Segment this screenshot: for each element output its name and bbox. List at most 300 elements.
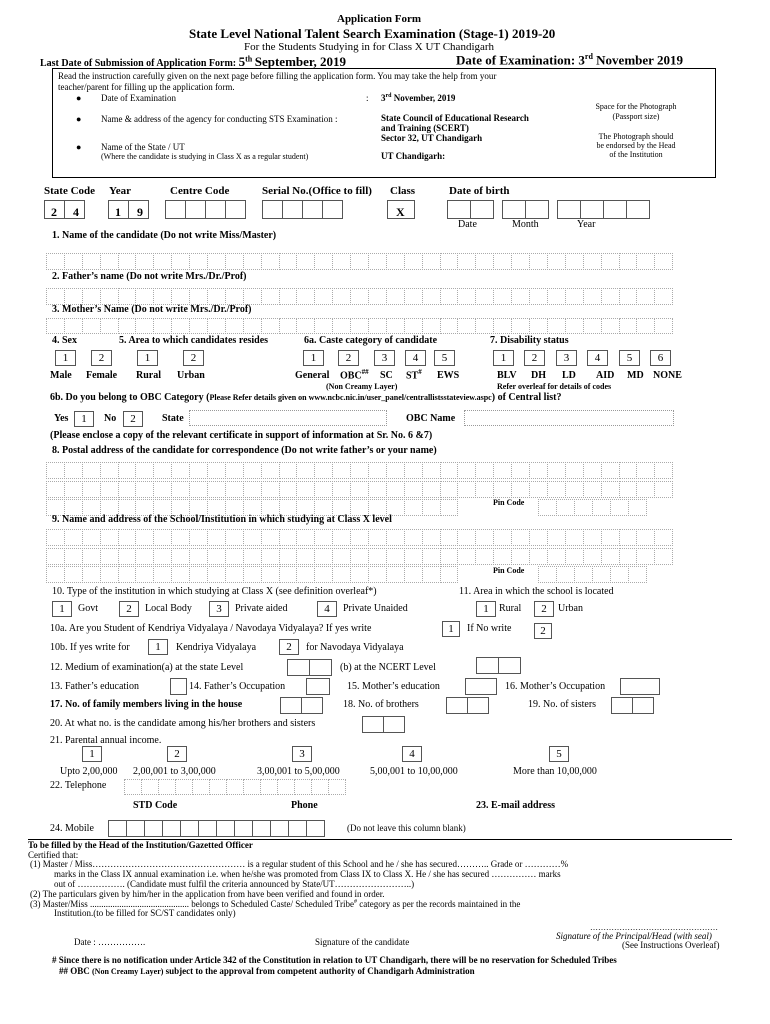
char-box[interactable]: [135, 462, 154, 479]
char-box[interactable]: [64, 318, 83, 334]
char-box[interactable]: [82, 548, 101, 565]
char-box[interactable]: [475, 529, 494, 546]
centre-code-boxes[interactable]: [165, 200, 246, 219]
sisters-boxes[interactable]: [611, 697, 654, 714]
char-box[interactable]: [207, 253, 226, 270]
char-box[interactable]: [118, 481, 137, 498]
char-box[interactable]: [547, 548, 566, 565]
char-box[interactable]: [243, 288, 262, 305]
char-box[interactable]: [162, 820, 181, 837]
char-box[interactable]: [619, 529, 638, 546]
char-box[interactable]: [368, 462, 387, 479]
char-box[interactable]: [314, 288, 333, 305]
char-box[interactable]: [296, 318, 315, 334]
char-box[interactable]: [404, 253, 423, 270]
dob-year-boxes[interactable]: [557, 200, 650, 219]
char-box[interactable]: [64, 253, 83, 270]
income-code-2[interactable]: 2: [167, 746, 187, 762]
char-box[interactable]: [475, 462, 494, 479]
char-box[interactable]: [583, 462, 602, 479]
disability-code-2[interactable]: 2: [524, 350, 545, 366]
char-box[interactable]: [225, 288, 244, 305]
char-box[interactable]: [189, 548, 208, 565]
char-box[interactable]: [64, 566, 83, 583]
char-box[interactable]: [296, 529, 315, 546]
char-box[interactable]: [386, 253, 405, 270]
char-box[interactable]: [565, 288, 584, 305]
char-box[interactable]: [296, 288, 315, 305]
char-box[interactable]: [538, 566, 557, 583]
char-box[interactable]: [493, 548, 512, 565]
char-box[interactable]: [279, 481, 298, 498]
char-box[interactable]: [153, 318, 172, 334]
char-box[interactable]: [493, 481, 512, 498]
char-box[interactable]: [207, 462, 226, 479]
char-box[interactable]: [601, 529, 620, 546]
char-box[interactable]: [547, 318, 566, 334]
char-box[interactable]: [565, 548, 584, 565]
char-box[interactable]: [46, 529, 65, 546]
char-box[interactable]: [189, 481, 208, 498]
char-box[interactable]: [610, 566, 629, 583]
char-box[interactable]: [279, 462, 298, 479]
private-aided-code[interactable]: 3: [209, 601, 229, 617]
char-box[interactable]: [261, 566, 280, 583]
char-box[interactable]: [209, 779, 227, 795]
father-education-box[interactable]: [170, 678, 187, 695]
char-box[interactable]: [243, 529, 262, 546]
char-box[interactable]: [511, 548, 530, 565]
char-box[interactable]: [350, 462, 369, 479]
char-box[interactable]: [189, 529, 208, 546]
char-box[interactable]: [493, 318, 512, 334]
char-box[interactable]: [368, 253, 387, 270]
char-box[interactable]: [511, 462, 530, 479]
char-box[interactable]: [332, 288, 351, 305]
char-box[interactable]: [314, 548, 333, 565]
char-box[interactable]: [243, 318, 262, 334]
char-box[interactable]: [529, 481, 548, 498]
char-box[interactable]: [225, 481, 244, 498]
char-box[interactable]: [82, 481, 101, 498]
no-code[interactable]: 2: [123, 411, 143, 427]
income-code-3[interactable]: 3: [292, 746, 312, 762]
char-box[interactable]: [64, 288, 83, 305]
char-box[interactable]: [46, 462, 65, 479]
pin-code-boxes[interactable]: [538, 566, 647, 583]
char-box[interactable]: [207, 529, 226, 546]
char-box[interactable]: [493, 462, 512, 479]
char-box[interactable]: [135, 548, 154, 565]
char-box[interactable]: [574, 566, 593, 583]
char-box[interactable]: [475, 318, 494, 334]
char-box[interactable]: [314, 481, 333, 498]
govt-code[interactable]: 1: [52, 601, 72, 617]
char-box[interactable]: [118, 318, 137, 334]
char-box[interactable]: [422, 529, 441, 546]
char-box[interactable]: [636, 288, 655, 305]
char-box[interactable]: [583, 548, 602, 565]
school-urban-code[interactable]: 2: [534, 601, 554, 617]
char-box[interactable]: [118, 548, 137, 565]
char-box[interactable]: [171, 462, 190, 479]
char-box[interactable]: [288, 820, 307, 837]
char-box[interactable]: [368, 566, 387, 583]
char-box[interactable]: [82, 529, 101, 546]
char-box[interactable]: [601, 288, 620, 305]
char-box[interactable]: [46, 548, 65, 565]
pin-code-boxes[interactable]: [538, 499, 647, 516]
char-box[interactable]: [153, 481, 172, 498]
char-box[interactable]: [556, 566, 575, 583]
char-box[interactable]: [261, 529, 280, 546]
char-box[interactable]: [243, 253, 262, 270]
char-box[interactable]: [261, 288, 280, 305]
char-box[interactable]: [279, 529, 298, 546]
char-box[interactable]: [189, 288, 208, 305]
char-box[interactable]: [619, 481, 638, 498]
medium-state-boxes[interactable]: [287, 659, 332, 676]
char-box[interactable]: [100, 481, 119, 498]
char-box[interactable]: [279, 318, 298, 334]
char-box[interactable]: [328, 779, 346, 795]
char-box[interactable]: [619, 462, 638, 479]
char-box[interactable]: [547, 529, 566, 546]
char-box[interactable]: [404, 318, 423, 334]
school-rural-code[interactable]: 1: [476, 601, 496, 617]
char-box[interactable]: [46, 318, 65, 334]
caste-code-5[interactable]: 5: [434, 350, 455, 366]
caste-code-3[interactable]: 3: [374, 350, 395, 366]
char-box[interactable]: [64, 529, 83, 546]
char-box[interactable]: [511, 253, 530, 270]
char-box[interactable]: [422, 462, 441, 479]
char-box[interactable]: [46, 566, 65, 583]
char-box[interactable]: [601, 481, 620, 498]
char-box[interactable]: [135, 566, 154, 583]
state-input[interactable]: [189, 410, 387, 426]
char-box[interactable]: [636, 462, 655, 479]
char-box[interactable]: [207, 318, 226, 334]
private-unaided-code[interactable]: 4: [317, 601, 337, 617]
char-box[interactable]: [332, 253, 351, 270]
father-name-boxes[interactable]: [46, 288, 673, 305]
char-box[interactable]: [368, 529, 387, 546]
char-box[interactable]: [279, 548, 298, 565]
char-box[interactable]: [592, 499, 611, 516]
char-box[interactable]: [529, 548, 548, 565]
family-members-boxes[interactable]: [280, 697, 323, 714]
char-box[interactable]: [261, 253, 280, 270]
char-box[interactable]: [296, 566, 315, 583]
char-box[interactable]: [547, 253, 566, 270]
char-box[interactable]: [422, 548, 441, 565]
char-box[interactable]: [592, 566, 611, 583]
char-box[interactable]: [547, 288, 566, 305]
char-box[interactable]: [261, 462, 280, 479]
char-box[interactable]: [175, 779, 193, 795]
char-box[interactable]: [404, 288, 423, 305]
char-box[interactable]: [100, 288, 119, 305]
char-box[interactable]: [422, 566, 441, 583]
char-box[interactable]: [440, 566, 459, 583]
char-box[interactable]: [243, 779, 261, 795]
char-box[interactable]: [314, 318, 333, 334]
mother-occupation-box[interactable]: [620, 678, 660, 695]
char-box[interactable]: [574, 499, 593, 516]
char-box[interactable]: [475, 253, 494, 270]
char-box[interactable]: [279, 253, 298, 270]
char-box[interactable]: [225, 462, 244, 479]
kv-nv-no-code[interactable]: 2: [534, 623, 552, 639]
char-box[interactable]: [64, 462, 83, 479]
char-box[interactable]: [82, 253, 101, 270]
sibling-rank-boxes[interactable]: [362, 716, 405, 733]
char-box[interactable]: [100, 548, 119, 565]
char-box[interactable]: [243, 462, 262, 479]
char-box[interactable]: [46, 253, 65, 270]
disability-code-5[interactable]: 5: [619, 350, 640, 366]
char-box[interactable]: [350, 529, 369, 546]
mother-education-box[interactable]: [465, 678, 497, 695]
char-box[interactable]: [654, 548, 673, 565]
char-box[interactable]: [457, 548, 476, 565]
char-box[interactable]: [207, 481, 226, 498]
char-box[interactable]: [314, 529, 333, 546]
char-box[interactable]: [511, 481, 530, 498]
brothers-boxes[interactable]: [446, 697, 489, 714]
char-box[interactable]: [565, 529, 584, 546]
char-box[interactable]: [529, 253, 548, 270]
char-box[interactable]: [619, 288, 638, 305]
char-box[interactable]: [440, 462, 459, 479]
char-box[interactable]: [153, 288, 172, 305]
char-box[interactable]: [82, 288, 101, 305]
char-box[interactable]: [457, 253, 476, 270]
char-box[interactable]: [556, 499, 575, 516]
char-box[interactable]: [422, 318, 441, 334]
income-code-4[interactable]: 4: [402, 746, 422, 762]
char-box[interactable]: [171, 318, 190, 334]
char-box[interactable]: [628, 499, 647, 516]
char-box[interactable]: [368, 288, 387, 305]
char-box[interactable]: [296, 548, 315, 565]
char-box[interactable]: [294, 779, 312, 795]
char-box[interactable]: [440, 288, 459, 305]
char-box[interactable]: [171, 529, 190, 546]
sex-male-code[interactable]: 1: [55, 350, 76, 366]
char-box[interactable]: [144, 820, 163, 837]
char-box[interactable]: [126, 820, 145, 837]
char-box[interactable]: [601, 462, 620, 479]
char-box[interactable]: [350, 548, 369, 565]
char-box[interactable]: [234, 820, 253, 837]
address-line-2[interactable]: [46, 481, 673, 498]
char-box[interactable]: [565, 481, 584, 498]
char-box[interactable]: [314, 462, 333, 479]
char-box[interactable]: [100, 253, 119, 270]
char-box[interactable]: [135, 529, 154, 546]
char-box[interactable]: [171, 288, 190, 305]
char-box[interactable]: [153, 462, 172, 479]
char-box[interactable]: [404, 529, 423, 546]
char-box[interactable]: [654, 462, 673, 479]
char-box[interactable]: [171, 566, 190, 583]
char-box[interactable]: [108, 820, 127, 837]
char-box[interactable]: [314, 566, 333, 583]
char-box[interactable]: [619, 318, 638, 334]
income-code-5[interactable]: 5: [549, 746, 569, 762]
char-box[interactable]: [135, 481, 154, 498]
char-box[interactable]: [180, 820, 199, 837]
char-box[interactable]: [475, 548, 494, 565]
char-box[interactable]: [368, 481, 387, 498]
char-box[interactable]: [100, 462, 119, 479]
char-box[interactable]: [529, 462, 548, 479]
char-box[interactable]: [404, 566, 423, 583]
char-box[interactable]: [511, 529, 530, 546]
char-box[interactable]: [583, 481, 602, 498]
char-box[interactable]: [511, 318, 530, 334]
char-box[interactable]: [565, 318, 584, 334]
char-box[interactable]: [386, 481, 405, 498]
char-box[interactable]: [475, 481, 494, 498]
char-box[interactable]: [261, 548, 280, 565]
mobile-boxes[interactable]: [108, 820, 325, 837]
char-box[interactable]: [171, 548, 190, 565]
char-box[interactable]: [583, 288, 602, 305]
kv-code[interactable]: 1: [148, 639, 168, 655]
char-box[interactable]: [350, 253, 369, 270]
char-box[interactable]: [422, 288, 441, 305]
char-box[interactable]: [279, 566, 298, 583]
area-rural-code[interactable]: 1: [137, 350, 158, 366]
char-box[interactable]: [583, 318, 602, 334]
char-box[interactable]: [124, 779, 142, 795]
income-code-1[interactable]: 1: [82, 746, 102, 762]
char-box[interactable]: [350, 566, 369, 583]
char-box[interactable]: [636, 318, 655, 334]
char-box[interactable]: [350, 288, 369, 305]
char-box[interactable]: [404, 462, 423, 479]
candidate-name-boxes[interactable]: [46, 253, 673, 270]
char-box[interactable]: [46, 481, 65, 498]
char-box[interactable]: [386, 566, 405, 583]
char-box[interactable]: [636, 529, 655, 546]
telephone-boxes[interactable]: [124, 779, 346, 795]
char-box[interactable]: [636, 253, 655, 270]
char-box[interactable]: [153, 548, 172, 565]
char-box[interactable]: [171, 253, 190, 270]
char-box[interactable]: [100, 318, 119, 334]
char-box[interactable]: [440, 499, 459, 516]
char-box[interactable]: [225, 253, 244, 270]
char-box[interactable]: [368, 318, 387, 334]
char-box[interactable]: [270, 820, 289, 837]
char-box[interactable]: [192, 779, 210, 795]
char-box[interactable]: [565, 462, 584, 479]
char-box[interactable]: [260, 779, 278, 795]
dob-month-boxes[interactable]: [502, 200, 549, 219]
char-box[interactable]: [601, 318, 620, 334]
char-box[interactable]: [654, 529, 673, 546]
char-box[interactable]: [368, 548, 387, 565]
char-box[interactable]: [82, 462, 101, 479]
address-line-1[interactable]: [46, 462, 673, 479]
char-box[interactable]: [493, 529, 512, 546]
char-box[interactable]: [64, 548, 83, 565]
char-box[interactable]: [404, 481, 423, 498]
char-box[interactable]: [386, 548, 405, 565]
char-box[interactable]: [46, 288, 65, 305]
char-box[interactable]: [118, 566, 137, 583]
char-box[interactable]: [225, 318, 244, 334]
char-box[interactable]: [350, 481, 369, 498]
char-box[interactable]: [538, 499, 557, 516]
char-box[interactable]: [529, 288, 548, 305]
char-box[interactable]: [171, 481, 190, 498]
char-box[interactable]: [189, 462, 208, 479]
char-box[interactable]: [225, 566, 244, 583]
char-box[interactable]: [311, 779, 329, 795]
char-box[interactable]: [440, 529, 459, 546]
char-box[interactable]: [654, 253, 673, 270]
nv-code[interactable]: 2: [279, 639, 299, 655]
disability-code-4[interactable]: 4: [587, 350, 608, 366]
char-box[interactable]: [565, 253, 584, 270]
char-box[interactable]: [619, 548, 638, 565]
char-box[interactable]: [332, 462, 351, 479]
char-box[interactable]: [189, 253, 208, 270]
char-box[interactable]: [141, 779, 159, 795]
char-box[interactable]: [314, 253, 333, 270]
char-box[interactable]: [189, 318, 208, 334]
char-box[interactable]: [225, 529, 244, 546]
char-box[interactable]: [252, 820, 271, 837]
char-box[interactable]: [440, 548, 459, 565]
char-box[interactable]: [82, 318, 101, 334]
char-box[interactable]: [207, 566, 226, 583]
local-body-code[interactable]: 2: [119, 601, 139, 617]
disability-code-3[interactable]: 3: [556, 350, 577, 366]
char-box[interactable]: [493, 253, 512, 270]
caste-code-1[interactable]: 1: [303, 350, 324, 366]
char-box[interactable]: [422, 253, 441, 270]
area-urban-code[interactable]: 2: [183, 350, 204, 366]
char-box[interactable]: [386, 318, 405, 334]
caste-code-2[interactable]: 2: [338, 350, 359, 366]
char-box[interactable]: [619, 253, 638, 270]
char-box[interactable]: [153, 566, 172, 583]
char-box[interactable]: [440, 253, 459, 270]
father-occupation-box[interactable]: [306, 678, 330, 695]
char-box[interactable]: [386, 462, 405, 479]
char-box[interactable]: [529, 529, 548, 546]
school-line-1[interactable]: [46, 529, 673, 546]
char-box[interactable]: [654, 481, 673, 498]
serial-boxes[interactable]: [262, 200, 343, 219]
char-box[interactable]: [243, 481, 262, 498]
char-box[interactable]: [226, 779, 244, 795]
school-line-3[interactable]: [46, 566, 458, 583]
char-box[interactable]: [440, 318, 459, 334]
char-box[interactable]: [457, 462, 476, 479]
char-box[interactable]: [601, 548, 620, 565]
char-box[interactable]: [404, 548, 423, 565]
char-box[interactable]: [654, 288, 673, 305]
char-box[interactable]: [457, 529, 476, 546]
char-box[interactable]: [457, 288, 476, 305]
